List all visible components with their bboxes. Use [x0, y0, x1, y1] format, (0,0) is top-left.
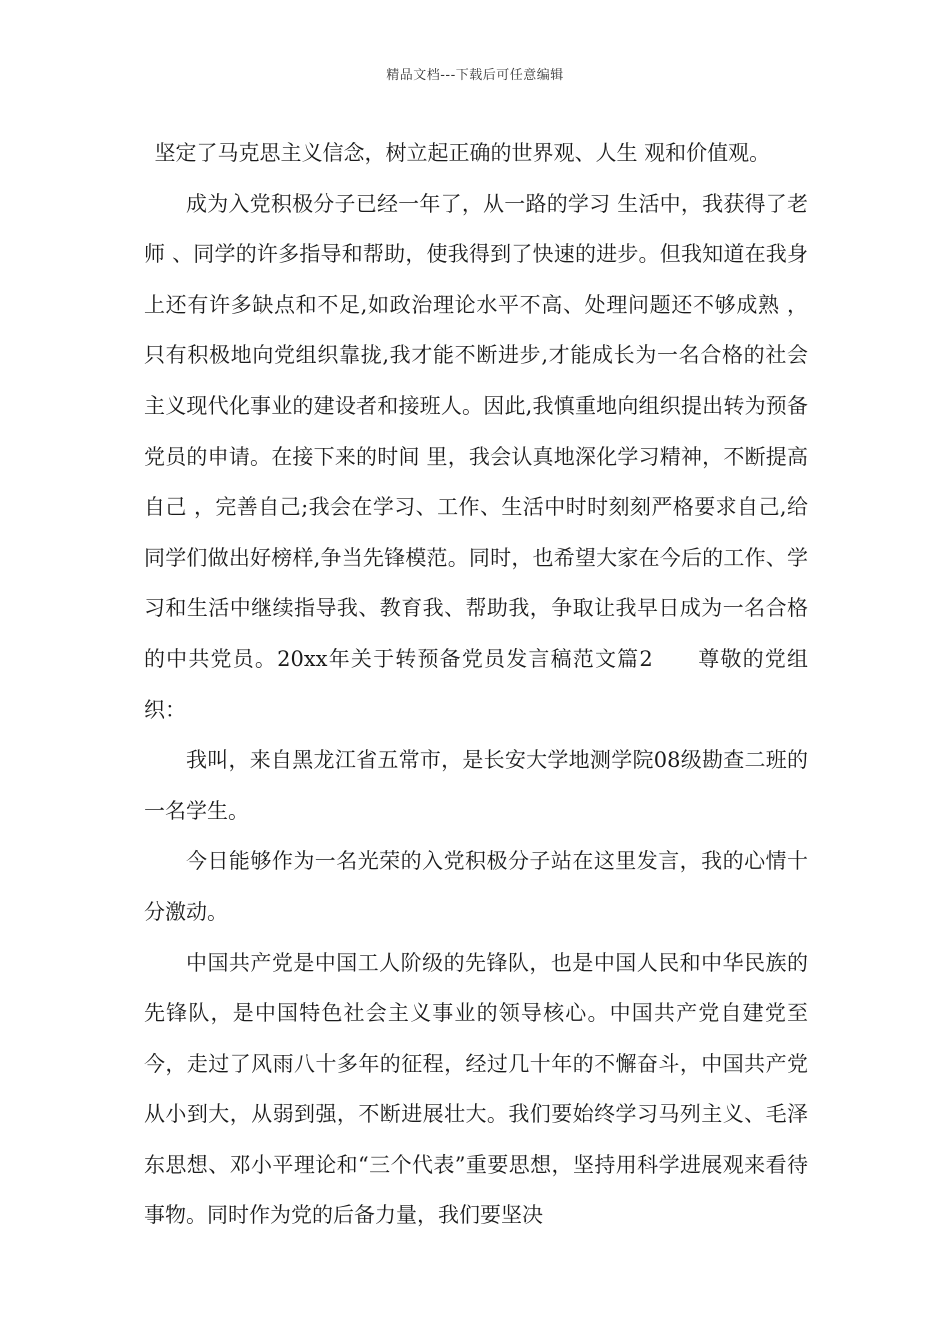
paragraph: 成为入党积极分子已经一年了，从一路的学习 生活中，我获得了老师 、同学的许多指导和帮助，使我得到了快速的进步。但我知道在我身上还有许多缺点和不足,如政治理论水平不高、处理问题还不够成熟 ，只有积极地向党组织靠拢,我才能不断进步,才能成长为一名合格的社会主义现代化事业的建设者和接班人。因此,我慎重地向组织提出转为预备党员的申请。在接下来的时间 里，我会认真地深化学习精神，不断提高自己 ，完善自己;我会在学习、工作、生活中时时刻刻严格要求自己,给同学们做出好榜样,争当先锋模范。同时，也希望大家在今后的工作、学习和生活中继续指导我、教育我、帮助我，争取让我早日成为一名合格的中共党员。20xx年关于转预备党员发言稿范文篇2 尊敬的党组织：	[144, 191, 808, 722]
page-header: 精品文档---下载后可任意编辑	[386, 68, 564, 83]
document-body	[144, 128, 808, 1241]
paragraph: 今日能够作为一名光荣的入党积极分子站在这里发言，我的心情十分激动。	[144, 849, 808, 924]
paragraph-continued: 坚定了马克思主义信念，树立起正确的世界观、人生 观和价值观。	[154, 141, 771, 165]
paragraph: 中国共产党是中国工人阶级的先锋队，也是中国人民和中华民族的先锋队，是中国特色社会主义事业的领导核心。中国共产党自建党至今，走过了风雨八十多年的征程，经过几十年的不懈奋斗，中国共产党从小到大，从弱到强，不断进展壮大。我们要始终学习马列主义、毛泽东思想、邓小平理论和“三个代表”重要思想，坚持用科学进展观来看待事物。同时作为党的后备力量，我们要坚决	[144, 950, 808, 1228]
paragraph: 我叫，来自黑龙江省五常市，是长安大学地测学院08级勘查二班的一名学生。	[144, 748, 808, 823]
